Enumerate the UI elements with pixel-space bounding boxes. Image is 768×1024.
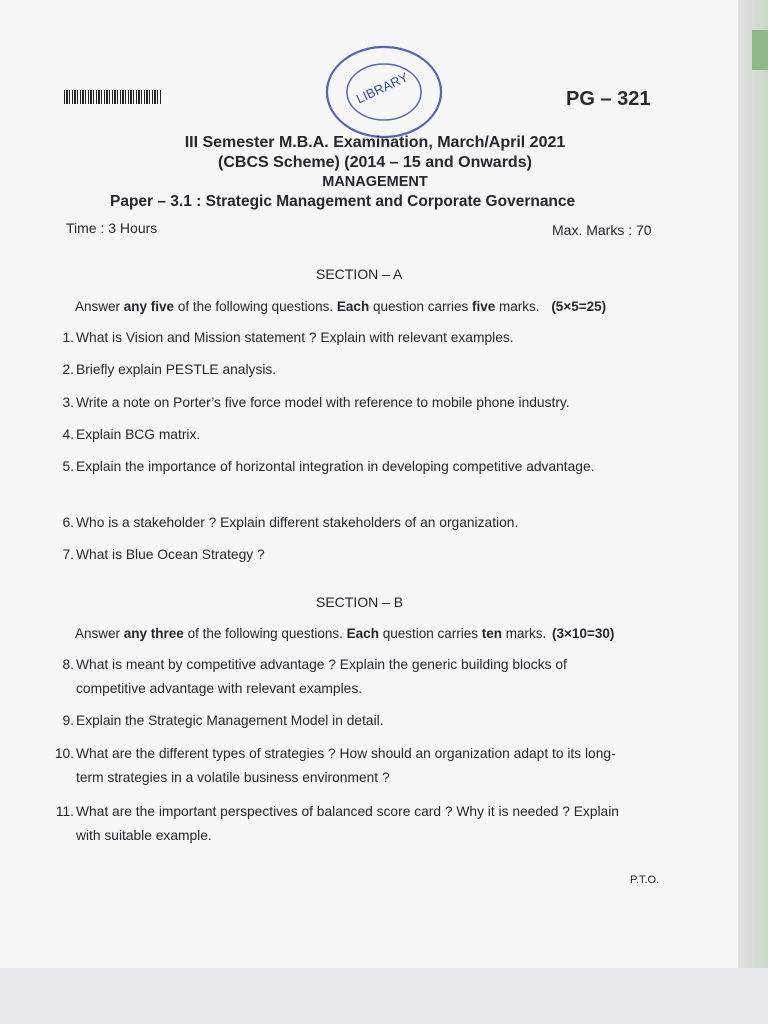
instr-count: any three (123, 626, 184, 641)
time-allowed: Time : 3 Hours (66, 220, 158, 236)
question-number: 2. (62, 362, 74, 377)
subject-line: MANAGEMENT (322, 174, 428, 190)
stamp-label: LIBRARY (353, 69, 411, 107)
instr-text: question carries (378, 626, 482, 641)
instr-text: Answer (75, 626, 124, 641)
instr-text: of the following questions. (174, 299, 337, 314)
question-text: What are the different types of strategies ? How should an organization adapt to its long-term strategies in a volatile business environment ? (76, 746, 616, 785)
library-stamp (324, 44, 444, 140)
instr-text: question carries (369, 299, 473, 314)
section-b-instructions (75, 626, 614, 641)
exam-title: III Semester M.B.A. Examination, March/April 2021 (184, 134, 566, 151)
section-b-marks: (3×10=30) (552, 626, 615, 641)
question-number: 4. (62, 427, 74, 442)
question-number: 6. (62, 515, 74, 530)
instr-count: any five (123, 299, 175, 314)
instr-text: of the following questions. (183, 626, 347, 641)
paper-title: Paper – 3.1 : Strategic Management and Corporate Governance (110, 193, 576, 210)
section-a-title: SECTION – A (316, 266, 403, 282)
instr-text: Answer (75, 299, 124, 314)
instr-each: Each (336, 299, 370, 314)
question-number: 3. (62, 395, 74, 410)
section-a-instructions (75, 299, 606, 314)
question-text: What is Blue Ocean Strategy ? (76, 547, 265, 562)
scheme-line: (CBCS Scheme) (2014 – 15 and Onwards) (218, 154, 532, 171)
page-edge (738, 0, 768, 970)
instr-each: Each (346, 626, 379, 641)
question-text: Explain the importance of horizontal integration in developing competitive advantage. (76, 459, 595, 474)
section-b-title: SECTION – B (316, 594, 404, 610)
scan-background (0, 968, 768, 1024)
question-text: What is Vision and Mission statement ? Explain with relevant examples. (76, 330, 514, 345)
barcode (64, 90, 162, 104)
pto-label: P.T.O. (630, 874, 660, 886)
question-text: Write a note on Porter’s five force model with reference to mobile phone industry. (76, 395, 570, 410)
question-text: Explain the Strategic Management Model in detail. (76, 713, 384, 728)
question-text: What is meant by competitive advantage ? Explain the generic building blocks of competitive advantage with relevant examples. (76, 657, 567, 696)
question-number: 7. (62, 547, 74, 562)
paper-code: PG – 321 (566, 88, 651, 110)
question-number: 8. (62, 657, 74, 672)
max-marks: Max. Marks : 70 (552, 222, 652, 238)
question-number: 9. (62, 713, 74, 728)
section-a-marks: (5×5=25) (551, 299, 607, 314)
instr-marks-word: ten (481, 626, 503, 641)
question-number: 1. (62, 330, 74, 345)
question-text: Briefly explain PESTLE analysis. (76, 362, 277, 377)
instr-marks-word: five (472, 299, 496, 314)
question-number: 5. (62, 459, 74, 474)
question-text: Explain BCG matrix. (76, 427, 201, 442)
green-tab (752, 30, 768, 70)
question-number: 11. (55, 804, 74, 819)
instr-text: marks. (495, 299, 540, 314)
instr-text: marks. (502, 626, 547, 641)
question-text: Who is a stakeholder ? Explain different stakeholders of an organization. (76, 515, 519, 530)
question-text: What are the important perspectives of balanced score card ? Why it is needed ? Explain with suitable example. (76, 804, 619, 843)
question-number: 10. (54, 746, 74, 761)
